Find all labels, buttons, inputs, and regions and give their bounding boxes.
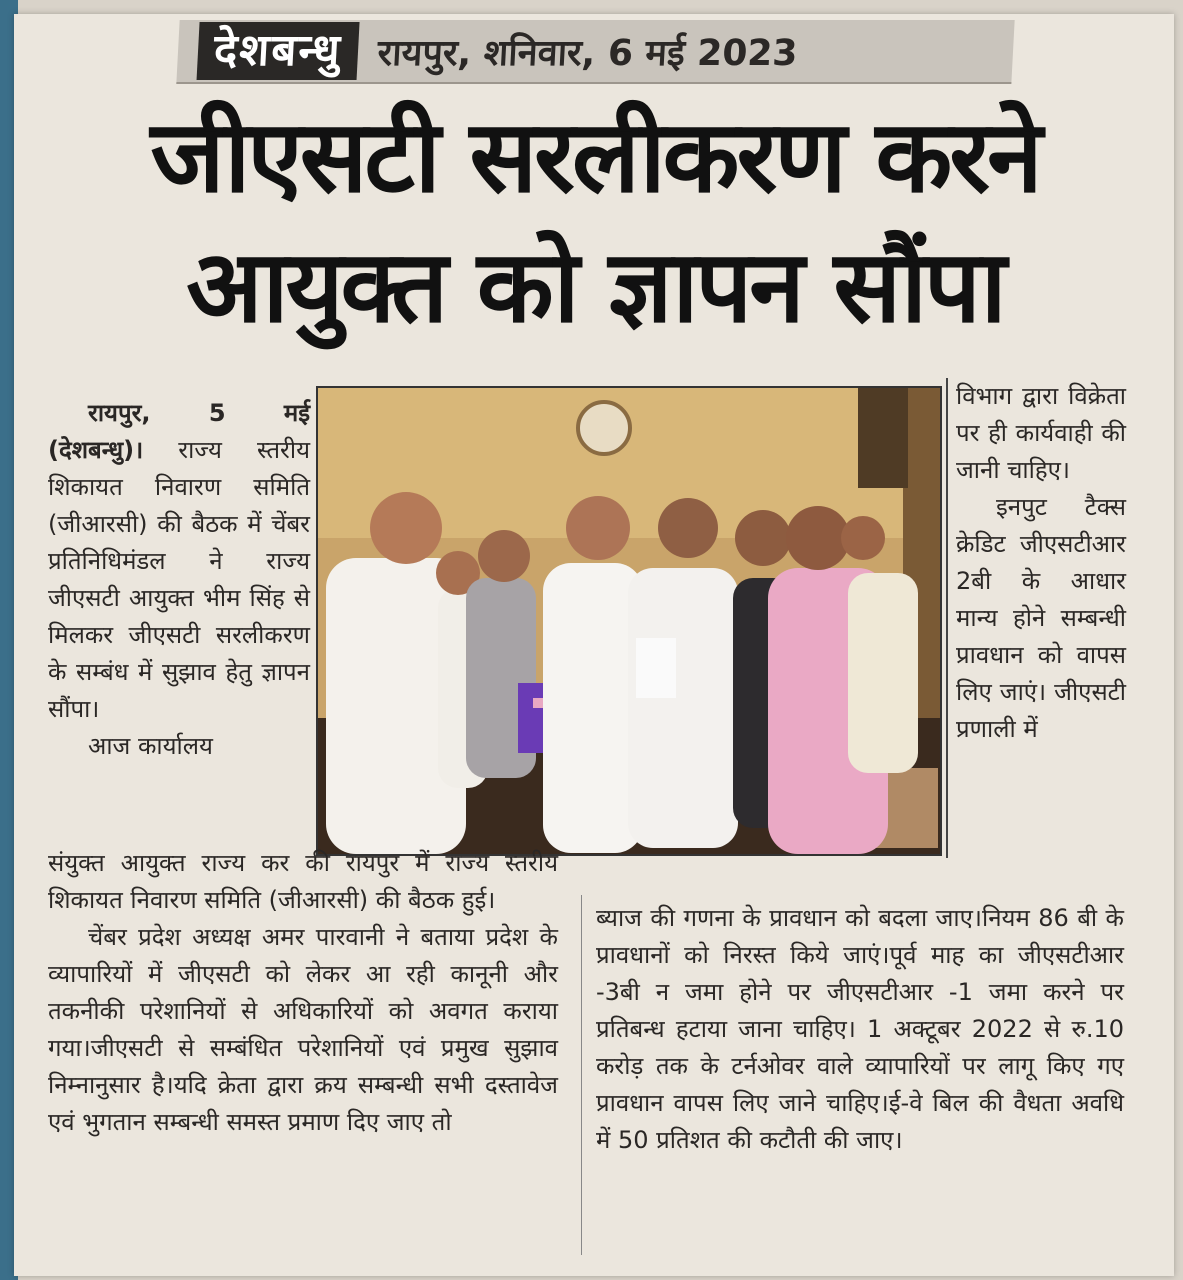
masthead: [176, 20, 1014, 84]
news-photo: [316, 386, 942, 856]
article-right-column: [956, 378, 1126, 748]
group-photo-illustration: [318, 388, 940, 854]
right-column-para-2: इनपुट टैक्स क्रेडिट जीएसटीआर 2बी के आधार मान्य होने सम्बन्धी प्रावधान को वापस लिए जाएं। जीएसटी प्रणाली में: [956, 493, 1126, 743]
headline-line-2: आयुक्त को ज्ञापन सौंपा: [186, 228, 1004, 345]
newspaper-logo: देशबन्धु: [197, 22, 360, 80]
column-divider: [946, 378, 948, 858]
left-para2-start: आज कार्यालय: [88, 732, 213, 760]
article-bottom-left: [48, 845, 558, 1141]
article-left-column: [48, 395, 310, 765]
bottom-left-para-2: चेंबर प्रदेश अध्यक्ष अमर पारवानी ने बताया प्रदेश के व्यापारियों में जीएसटी को लेकर आ रही कानूनी और तकनीकी परेशानियों से अधिकारियों को अवगत कराया गया।जीएसटी से सम्बंधित परेशानियों एवं प्रमुख सुझाव निम्नानुसार है।यदि क्रेता द्वारा क्रय सम्बन्धी सभी दस्तावेज एवं भुगतान सम्बन्धी समस्त प्रमाण दिए जाए तो: [48, 923, 558, 1136]
bottom-column-divider: [581, 895, 582, 1255]
headline-line-1: जीएसटी सरलीकरण करने: [150, 98, 1040, 215]
headline: [40, 92, 1150, 352]
article-dateline: रायपुर, 5 मई (देशबन्धु)।: [48, 399, 310, 464]
bottom-right-text: ब्याज की गणना के प्रावधान को बदला जाए।नियम 86 बी के प्रावधानों को निरस्त किये जाएं।पूर्व माह का जीएसटीआर -3बी न जमा होने पर जीएसटीआर -1 जमा करने पर प्रतिबन्ध हटाया जाना चाहिए। 1 अक्टूबर 2022 से रु.10 करोड़ तक के टर्नओवर वाले व्यापारियों पर लागू किए गए प्रावधान वापस लिए जाने चाहिए।ई-वे बिल की वैधता अवधि में 50 प्रतिशत की कटौती की जाए।: [596, 904, 1124, 1154]
masthead-dateline: रायपुर, शनिवार, 6 मई 2023: [376, 32, 799, 74]
left-column-text: राज्य स्तरीय शिकायत निवारण समिति (जीआरसी) की बैठक में चेंबर प्रतिनिधिमंडल ने राज्य जीएसटी आयुक्त भीम सिंह से मिलकर जीएसटी सरलीकरण के सम्बंध में सुझाव हेतु ज्ञापन सौंपा।: [48, 436, 310, 723]
article-bottom-right: [596, 900, 1124, 1159]
right-column-para-1: विभाग द्वारा विक्रेता पर ही कार्यवाही की जानी चाहिए।: [956, 382, 1126, 484]
bottom-left-para-1: संयुक्त आयुक्त राज्य कर की रायपुर में राज्य स्तरीय शिकायत निवारण समिति (जीआरसी) की बैठक हुई।: [48, 849, 558, 914]
article-lead: [48, 395, 310, 728]
